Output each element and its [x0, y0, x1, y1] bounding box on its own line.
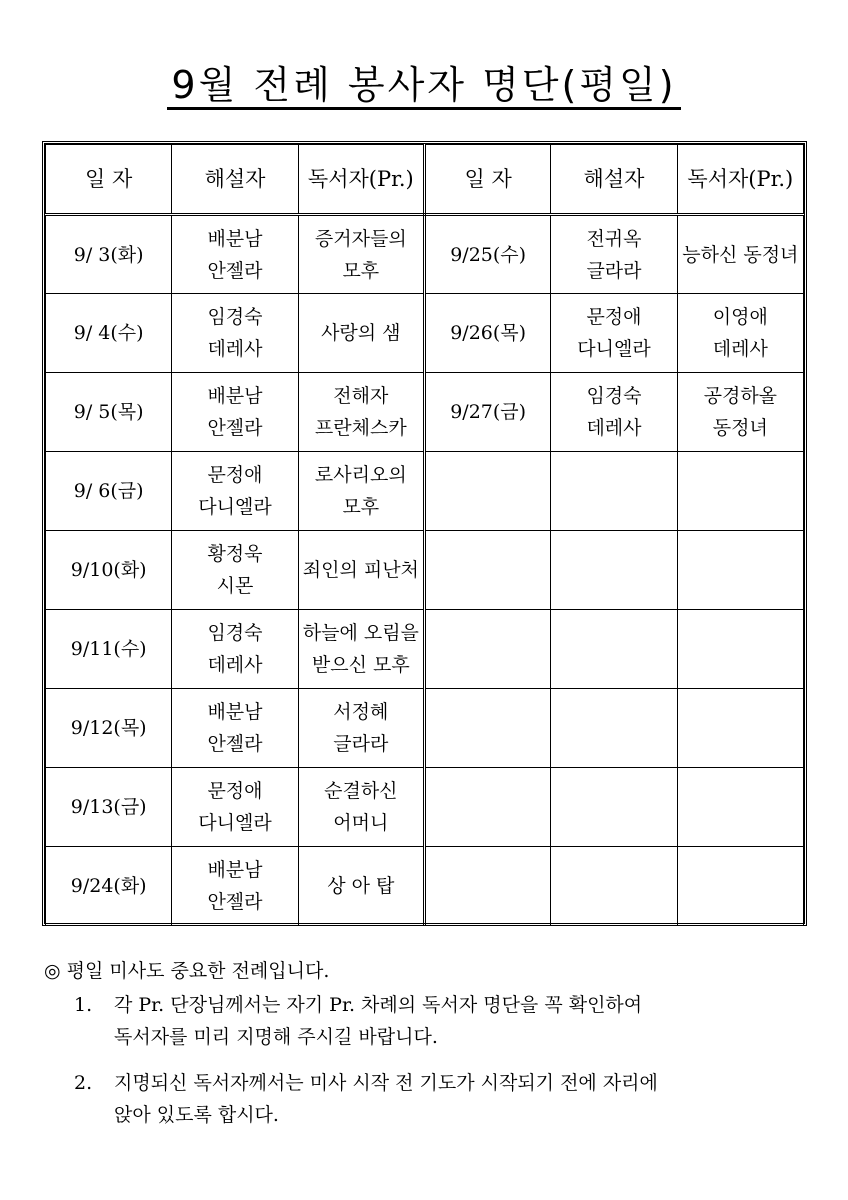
commentator-cell-line: 안젤라	[207, 417, 263, 439]
commentator-cell	[172, 689, 298, 768]
notes-section	[44, 955, 824, 1131]
commentator-cell	[172, 452, 298, 531]
empty-cell	[677, 768, 803, 847]
commentator-cell-line: 데레사	[207, 654, 263, 676]
commentator-cell-line: 다니엘라	[198, 812, 272, 834]
page-title-text: 9월 전례 봉사자 명단(평일)	[167, 63, 680, 110]
commentator-cell-line: 전귀옥	[586, 227, 642, 250]
reader-cell	[298, 452, 424, 531]
commentator-cell-line: 배분남	[207, 227, 263, 250]
table-row	[46, 768, 804, 847]
table-row	[46, 452, 804, 531]
empty-cell	[551, 768, 677, 847]
date-cell: 9/11(수)	[46, 610, 172, 689]
commentator-cell	[172, 215, 298, 294]
date-cell: 9/ 5(목)	[46, 373, 172, 452]
empty-cell	[677, 531, 803, 610]
commentator-cell	[172, 531, 298, 610]
commentator-cell	[172, 610, 298, 689]
date-cell: 9/ 4(수)	[46, 294, 172, 373]
table-row	[46, 531, 804, 610]
note-item	[44, 1067, 824, 1131]
date-cell	[424, 689, 550, 768]
reader-cell-line: 상 아 탑	[327, 875, 395, 897]
reader-cell	[298, 373, 424, 452]
empty-cell	[551, 847, 677, 926]
empty-cell	[551, 689, 677, 768]
reader-cell	[298, 610, 424, 689]
note-line: 앉아 있도록 합시다.	[114, 1104, 279, 1126]
table-row	[46, 610, 804, 689]
header-reader-right: 독서자(Pr.)	[677, 145, 803, 215]
commentator-cell-line: 안젤라	[207, 891, 263, 913]
date-cell: 9/ 6(금)	[46, 452, 172, 531]
reader-cell-line: 공경하올	[703, 385, 778, 407]
commentator-cell-line: 데레사	[207, 338, 263, 360]
reader-cell-line: 전해자	[333, 385, 389, 407]
reader-cell-line: 동정녀	[712, 417, 768, 439]
reader-cell-line: 로사리오의	[314, 464, 407, 486]
header-commentator-left: 해설자	[172, 145, 298, 215]
commentator-cell-line: 임경숙	[586, 385, 642, 407]
date-cell	[424, 847, 550, 926]
reader-cell	[298, 215, 424, 294]
commentator-cell	[551, 215, 677, 294]
commentator-cell-line: 다니엘라	[577, 338, 651, 360]
commentator-cell	[172, 294, 298, 373]
commentator-cell-line: 글라라	[586, 259, 642, 282]
table-row	[46, 294, 804, 373]
commentator-cell-line: 임경숙	[207, 622, 263, 644]
date-cell: 9/ 3(화)	[46, 215, 172, 294]
commentator-cell-line: 황정욱	[207, 543, 263, 565]
reader-cell-line: 하늘에 오림을	[302, 622, 419, 644]
commentator-cell-line: 다니엘라	[198, 496, 272, 518]
commentator-cell-line: 임경숙	[207, 306, 263, 328]
reader-cell-line: 모후	[342, 259, 380, 282]
reader-cell-line: 서정혜	[333, 701, 389, 723]
reader-cell	[677, 294, 803, 373]
date-cell: 9/25(수)	[424, 215, 550, 294]
note-line: 각 Pr. 단장님께서는 자기 Pr. 차례의 독서자 명단을 꼭 확인하여	[114, 994, 643, 1016]
note-item	[44, 989, 824, 1053]
header-row	[46, 145, 804, 215]
reader-cell-line: 사랑의 샘	[321, 322, 401, 344]
reader-cell-line: 모후	[342, 496, 380, 518]
reader-cell	[298, 294, 424, 373]
empty-cell	[551, 531, 677, 610]
date-cell	[424, 531, 550, 610]
empty-cell	[677, 847, 803, 926]
commentator-cell-line: 배분남	[207, 385, 263, 407]
header-date-right: 일 자	[424, 145, 550, 215]
date-cell: 9/26(목)	[424, 294, 550, 373]
header-commentator-right: 해설자	[551, 145, 677, 215]
commentator-cell-line: 배분남	[207, 859, 263, 881]
reader-cell-line: 이영애	[712, 306, 768, 328]
header-date-left: 일 자	[46, 145, 172, 215]
note-number: 1.	[74, 994, 93, 1016]
note-line: 독서자를 미리 지명해 주시길 바랍니다.	[114, 1026, 438, 1048]
reader-cell-line: 순결하신	[324, 780, 398, 802]
reader-cell	[677, 215, 803, 294]
table-row	[46, 847, 804, 926]
reader-cell	[298, 689, 424, 768]
commentator-cell-line: 데레사	[586, 417, 642, 439]
commentator-cell-line: 문정애	[207, 464, 263, 486]
header-reader-left: 독서자(Pr.)	[298, 145, 424, 215]
commentator-cell-line: 문정애	[586, 306, 642, 328]
roster-table	[42, 141, 807, 926]
date-cell: 9/24(화)	[46, 847, 172, 926]
reader-cell	[298, 768, 424, 847]
reader-cell-line: 증거자들의	[314, 227, 407, 250]
reader-cell	[298, 531, 424, 610]
reader-cell-line: 죄인의 피난처	[302, 559, 419, 581]
empty-cell	[677, 610, 803, 689]
commentator-cell-line: 배분남	[207, 701, 263, 723]
reader-cell-line: 글라라	[333, 733, 389, 755]
notes-heading: ◎ 평일 미사도 중요한 전례입니다.	[44, 960, 330, 982]
roster-body	[46, 215, 804, 926]
commentator-cell	[172, 373, 298, 452]
date-cell: 9/10(화)	[46, 531, 172, 610]
table-row	[46, 689, 804, 768]
commentator-cell	[172, 847, 298, 926]
reader-cell-line: 데레사	[712, 338, 768, 360]
commentator-cell	[172, 768, 298, 847]
empty-cell	[551, 452, 677, 531]
date-cell: 9/13(금)	[46, 768, 172, 847]
commentator-cell-line: 문정애	[207, 780, 263, 802]
table-row	[46, 215, 804, 294]
reader-cell-line: 어머니	[333, 812, 389, 834]
reader-cell-line: 능하신 동정녀	[682, 243, 799, 266]
commentator-cell-line: 안젤라	[207, 259, 263, 282]
note-line: 지명되신 독서자께서는 미사 시작 전 기도가 시작되기 전에 자리에	[114, 1072, 658, 1094]
empty-cell	[677, 452, 803, 531]
date-cell	[424, 610, 550, 689]
commentator-cell	[551, 294, 677, 373]
date-cell: 9/27(금)	[424, 373, 550, 452]
commentator-cell-line: 안젤라	[207, 733, 263, 755]
date-cell	[424, 768, 550, 847]
empty-cell	[677, 689, 803, 768]
reader-cell	[298, 847, 424, 926]
date-cell	[424, 452, 550, 531]
roster-grid	[45, 144, 804, 926]
commentator-cell-line: 시몬	[216, 575, 254, 597]
table-row	[46, 373, 804, 452]
commentator-cell	[551, 373, 677, 452]
page-title	[0, 52, 848, 118]
reader-cell-line: 프란체스카	[314, 417, 407, 439]
reader-cell	[677, 373, 803, 452]
date-cell: 9/12(목)	[46, 689, 172, 768]
reader-cell-line: 받으신 모후	[311, 654, 410, 676]
empty-cell	[551, 610, 677, 689]
note-number: 2.	[74, 1072, 93, 1094]
